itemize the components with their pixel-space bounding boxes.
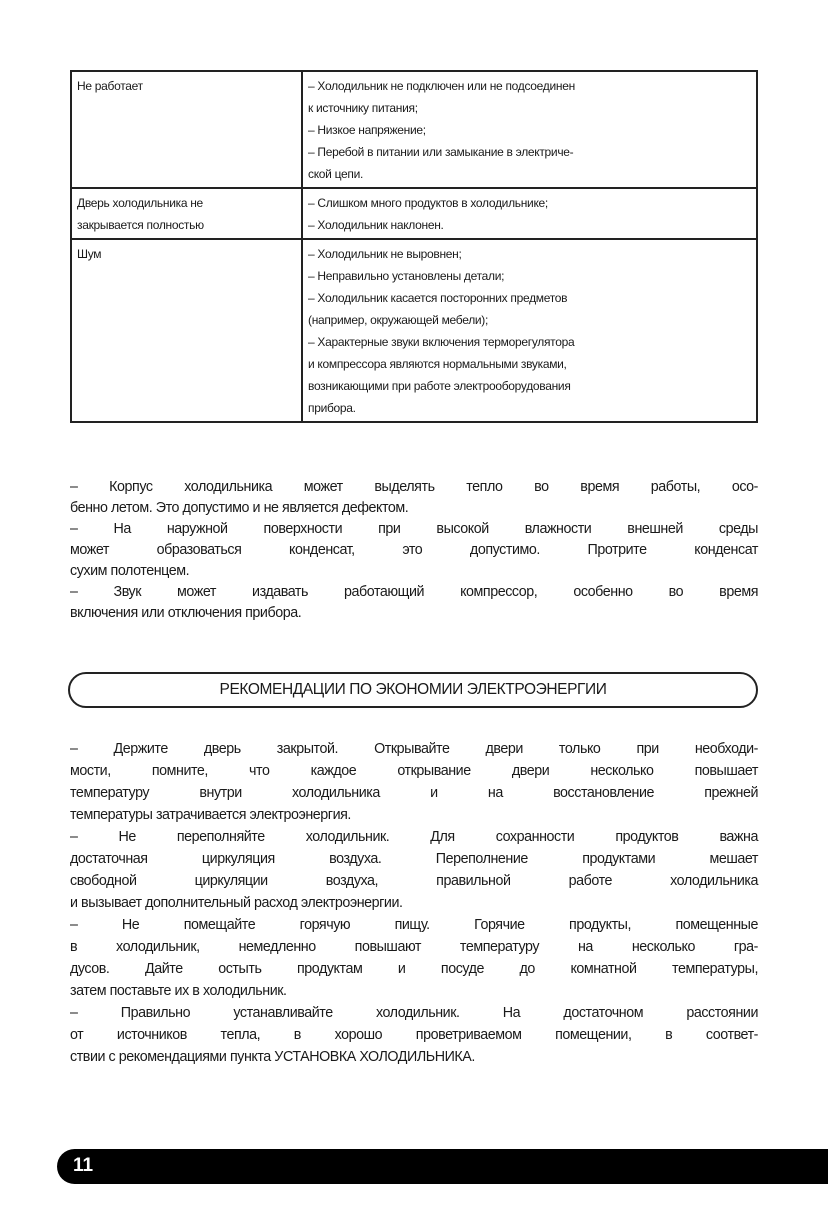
- text-line: достаточная циркуляция воздуха. Переполнение продуктами мешает: [70, 851, 758, 867]
- text-line: бенно летом. Это допустимо и не является дефектом.: [70, 500, 409, 516]
- cause-text: – Перебой в питании или замыкание в электриче-: [308, 145, 574, 159]
- text-line: может образоваться конденсат, это допустимо. Протрите конденсат: [70, 542, 758, 558]
- recommendations-section: [70, 738, 758, 1068]
- table-row: [71, 71, 757, 188]
- text-line: – Держите дверь закрытой. Открывайте двери только при необходи-: [70, 741, 758, 757]
- text-line: включения или отключения прибора.: [70, 605, 302, 621]
- text-line: температуру внутри холодильника и на восстановление прежней: [70, 785, 758, 801]
- note-paragraph: [70, 519, 758, 582]
- cause-text: прибора.: [308, 401, 356, 415]
- text-line: и вызывает дополнительный расход электроэнергии.: [70, 895, 403, 911]
- recommendation-paragraph: [70, 914, 758, 1002]
- text-line: в холодильник, немедленно повышают температуру на несколько гра-: [70, 939, 758, 955]
- text-line: ствии с рекомендациями пункта УСТАНОВКА ХОЛОДИЛЬНИКА.: [70, 1049, 475, 1065]
- recommendation-paragraph: [70, 826, 758, 914]
- recommendation-paragraph: [70, 1002, 758, 1068]
- cause-text: – Холодильник не выровнен;: [308, 247, 462, 261]
- cause-text: и компрессора являются нормальными звуками,: [308, 357, 567, 371]
- cause-text: – Слишком много продуктов в холодильнике;: [308, 196, 548, 210]
- problem-text: закрывается полностью: [77, 218, 204, 232]
- text-line: мости, помните, что каждое открывание двери несколько повышает: [70, 763, 758, 779]
- cause-text: – Холодильник не подключен или не подсоединен: [308, 79, 575, 93]
- text-line: затем поставьте их в холодильник.: [70, 983, 287, 999]
- problem-text: Дверь холодильника не: [77, 196, 203, 210]
- causes-cell: [302, 188, 757, 239]
- problem-text: Не работает: [77, 79, 143, 93]
- text-line: температуры затрачивается электроэнергия.: [70, 807, 351, 823]
- text-line: свободной циркуляции воздуха, правильной работе холодильника: [70, 873, 758, 889]
- text-line: – Правильно устанавливайте холодильник. На достаточном расстоянии: [70, 1005, 758, 1021]
- causes-cell: [302, 239, 757, 422]
- page-footer-bar: [57, 1149, 828, 1184]
- text-line: дусов. Дайте остыть продуктам и посуде до комнатной температуры,: [70, 961, 758, 977]
- cause-text: – Холодильник наклонен.: [308, 218, 444, 232]
- cause-text: ской цепи.: [308, 167, 364, 181]
- section-heading: РЕКОМЕНДАЦИИ ПО ЭКОНОМИИ ЭЛЕКТРОЭНЕРГИИ: [68, 672, 758, 708]
- table-row: [71, 239, 757, 422]
- problem-cell: [71, 71, 302, 188]
- troubleshooting-table: [70, 70, 758, 423]
- cause-text: возникающими при работе электрооборудования: [308, 379, 571, 393]
- cause-text: – Характерные звуки включения терморегулятора: [308, 335, 575, 349]
- cause-text: – Низкое напряжение;: [308, 123, 426, 137]
- text-line: сухим полотенцем.: [70, 563, 190, 579]
- text-line: – Не помещайте горячую пищу. Горячие продукты, помещенные: [70, 917, 758, 933]
- text-line: от источников тепла, в хорошо проветриваемом помещении, в соответ-: [70, 1027, 758, 1043]
- cause-text: – Холодильник касается посторонних предметов: [308, 291, 568, 305]
- table-row: [71, 188, 757, 239]
- text-line: – Корпус холодильника может выделять тепло во время работы, осо-: [70, 479, 758, 495]
- text-line: – Не переполняйте холодильник. Для сохранности продуктов важна: [70, 829, 758, 845]
- cause-text: (например, окружающей мебели);: [308, 313, 489, 327]
- text-line: – Звук может издавать работающий компрессор, особенно во время: [70, 584, 758, 600]
- note-paragraph: [70, 582, 758, 624]
- problem-text: Шум: [77, 247, 102, 261]
- cause-text: – Неправильно установлены детали;: [308, 269, 505, 283]
- text-line: – На наружной поверхности при высокой влажности внешней среды: [70, 521, 758, 537]
- notes-section: [70, 477, 758, 624]
- note-paragraph: [70, 477, 758, 519]
- page-number: 11: [73, 1155, 94, 1176]
- problem-cell: [71, 239, 302, 422]
- recommendation-paragraph: [70, 738, 758, 826]
- cause-text: к источнику питания;: [308, 101, 418, 115]
- problem-cell: [71, 188, 302, 239]
- causes-cell: [302, 71, 757, 188]
